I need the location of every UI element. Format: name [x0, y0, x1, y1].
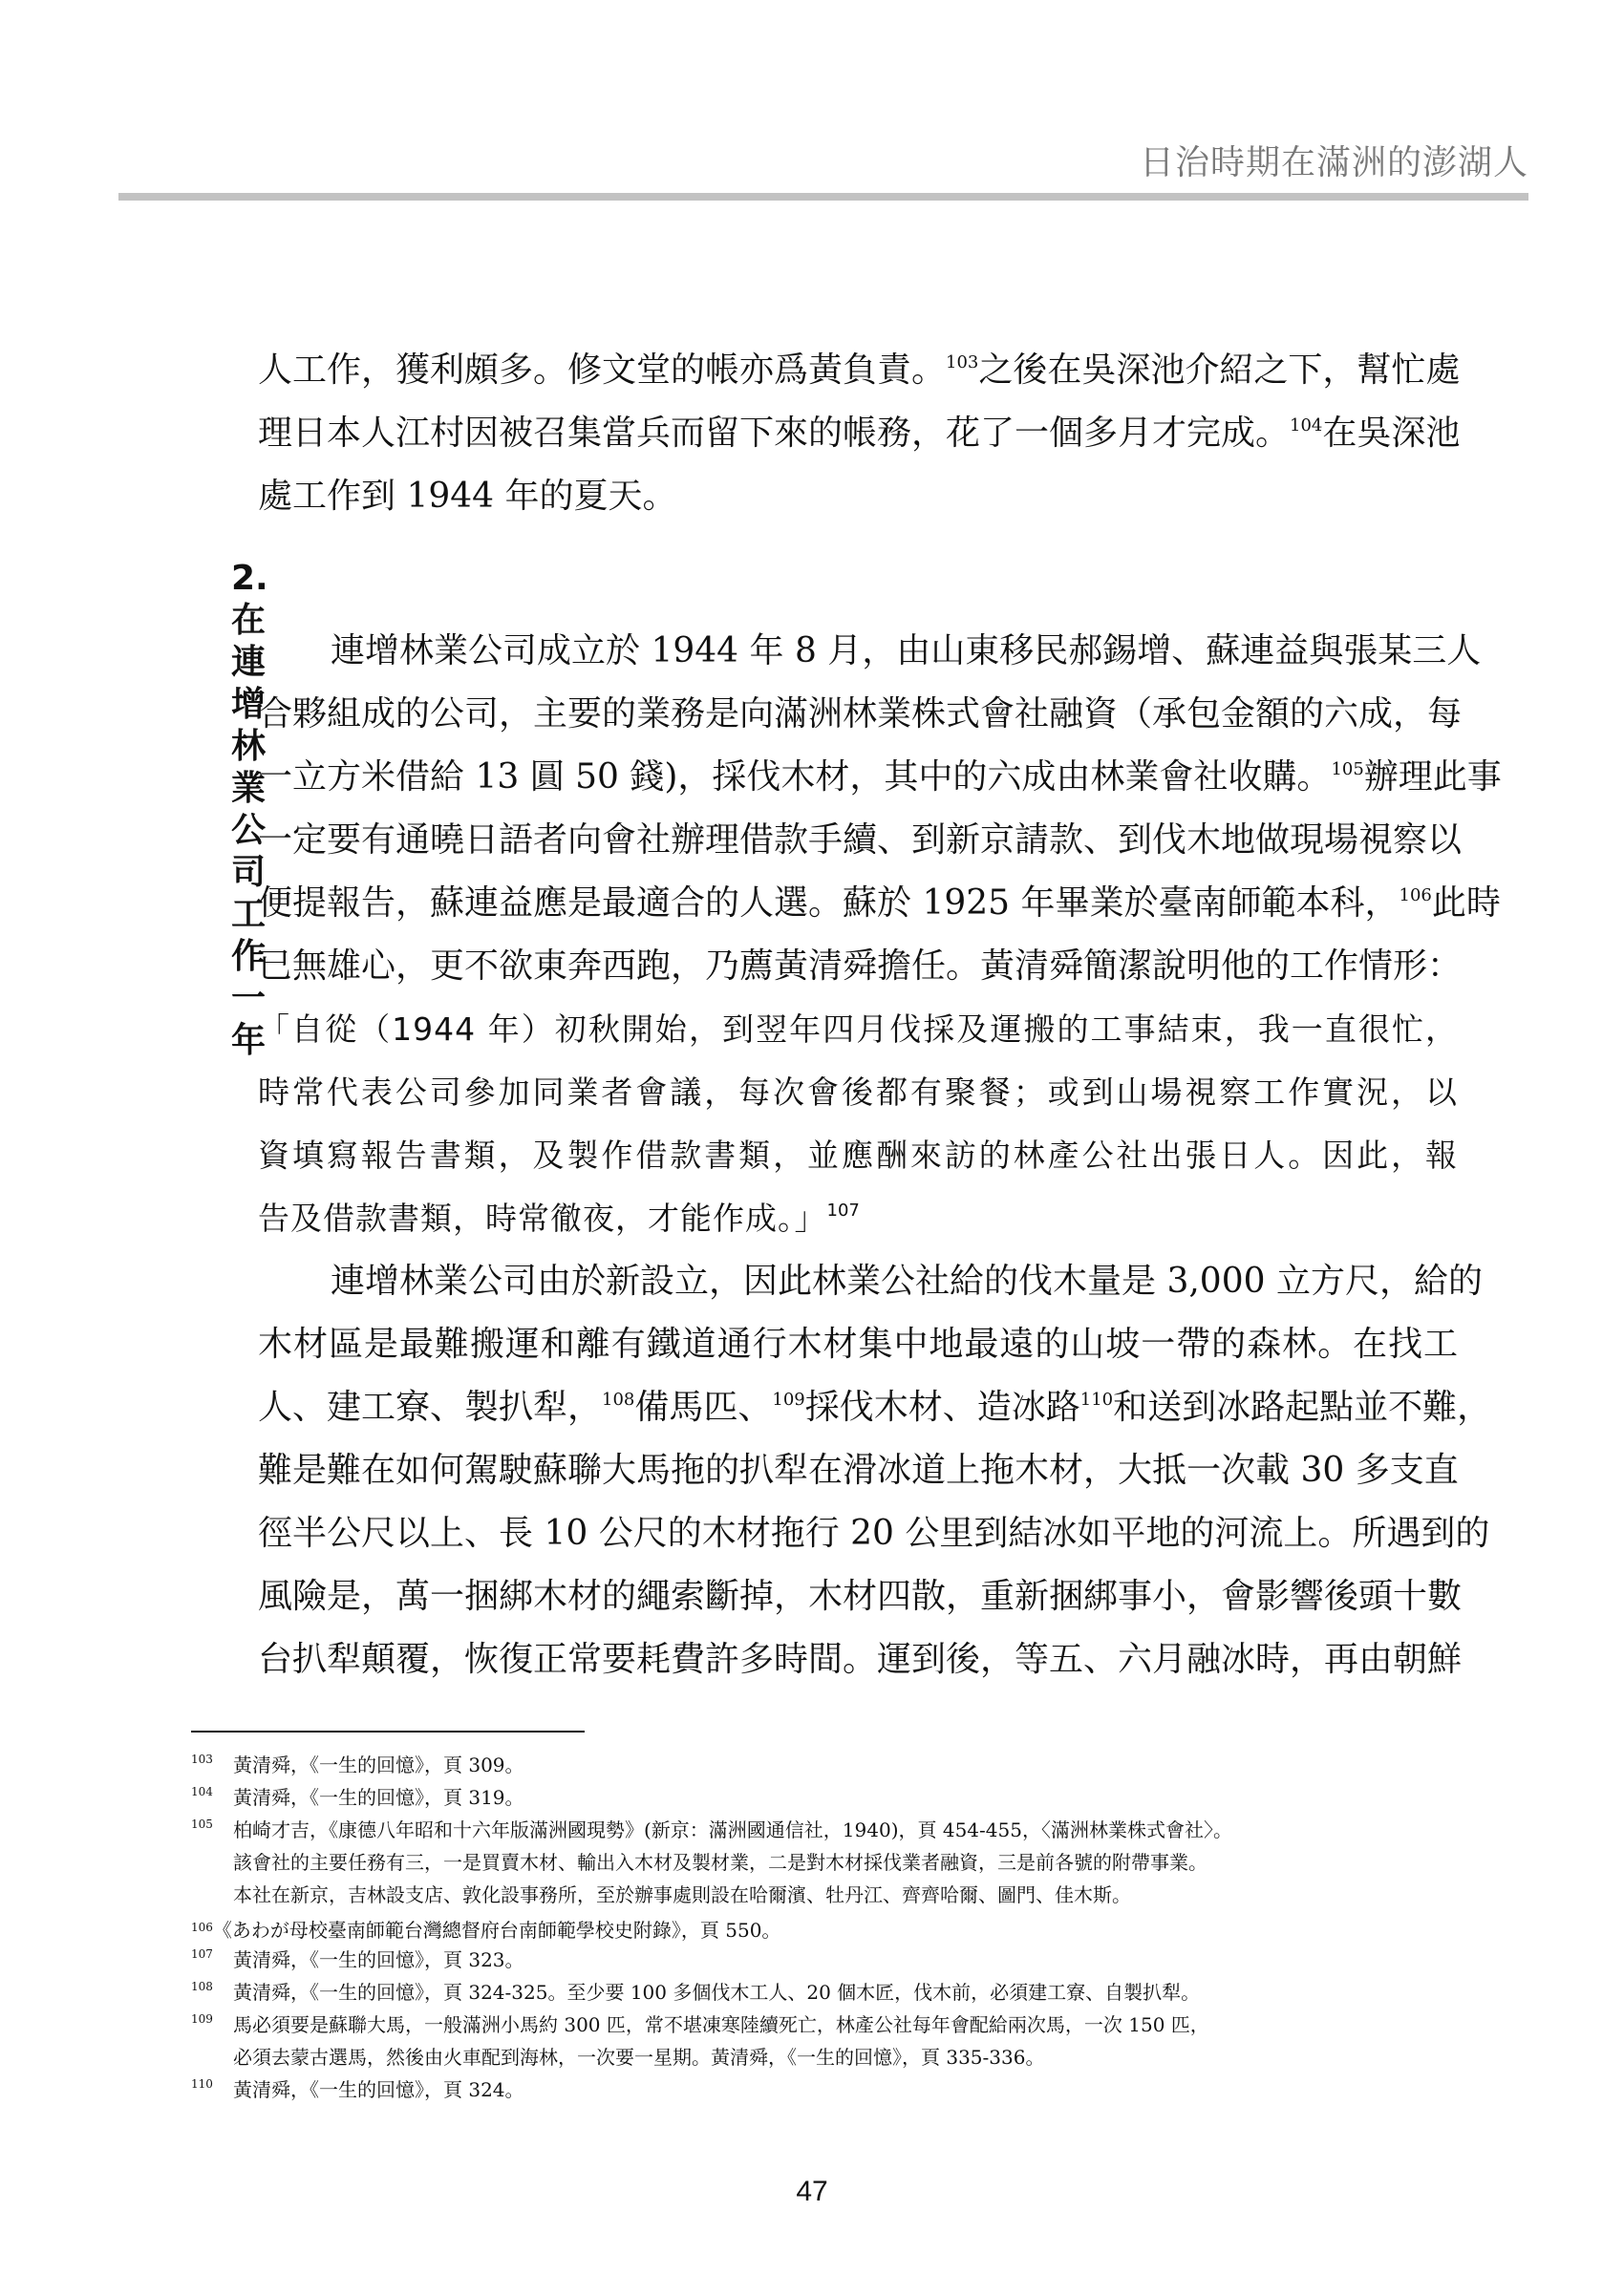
text-run: 便提報告，蘇連益應是最適合的人選。蘇於 1925 年畢業於臺南師範本科，: [258, 883, 1400, 923]
footnote-106: [191, 1914, 780, 1944]
footnote-number: 104: [191, 1785, 213, 1798]
text-run: 採伐木材、造冰路: [804, 1388, 1080, 1427]
body-line: [258, 756, 1502, 798]
footnote-text: 黃清舜，《一生的回憶》，頁 309。: [233, 1754, 524, 1776]
body-line: 合夥組成的公司，主要的業務是向滿洲林業株式會社融資（承包金額的六成，每: [258, 694, 1463, 733]
footnote-text: 馬必須要是蘇聯大馬，一般滿洲小馬約 300 匹，常不堪凍寒陸續死亡，林產公社每年會配給兩次馬，一次 150 匹，: [233, 2013, 1209, 2036]
footnote-text: 黃清舜，《一生的回憶》，頁 324。: [233, 2078, 524, 2101]
footnote-text: 黃清舜，《一生的回憶》，頁 319。: [233, 1786, 524, 1809]
footnote-text: 《あわが母校臺南師範台灣總督府台南師範學校史附錄》，頁 550。: [212, 1919, 781, 1942]
footnote-text: 柏崎才吉，《康德八年昭和十六年版滿洲國現勢》(新京：滿洲國通信社，1940)，頁 454-455，〈滿洲林業株式會社〉。: [233, 1818, 1232, 1841]
section-heading: 2. 在連增林業公司工作一年: [231, 559, 268, 1060]
text-run: 人、建工寮、製扒犁，: [258, 1388, 603, 1427]
footnote-ref[interactable]: 107: [826, 1201, 860, 1221]
quote-line: 「自從（1944 年）初秋開始，到翌年四月伐採及運搬的工事結束，我一直很忙，: [258, 1010, 1458, 1048]
text-run: 人工作，獲利頗多。修文堂的帳亦爲黃負責。: [258, 351, 947, 390]
body-line: 風險是，萬一捆綁木材的繩索斷掉，木材四散，重新捆綁事小，會影響後頭十數: [258, 1577, 1463, 1616]
text-run: 和送到冰路起點並不難，: [1113, 1388, 1492, 1427]
body-line: [258, 350, 1461, 392]
footnote-number: 103: [191, 1753, 213, 1766]
quote-line: 時常代表公司參加同業者會議，每次會後都有聚餐；或到山場視察工作實況，以: [258, 1074, 1458, 1111]
footnote-number: 108: [191, 1980, 213, 1993]
footnote-number: 107: [191, 1947, 213, 1961]
header-rule: [118, 193, 1528, 201]
footnote-rule: [191, 1731, 585, 1733]
text-run: 告及借款書類，時常徹夜，才能作成。」: [258, 1200, 827, 1237]
footnote-ref[interactable]: 110: [1079, 1390, 1114, 1410]
body-line: [258, 413, 1461, 455]
body-line: 台扒犁顛覆，恢復正常要耗費許多時間。運到後，等五、六月融冰時，再由朝鮮: [258, 1640, 1463, 1679]
footnote-text: 黃清舜，《一生的回憶》，頁 324-325。至少要 100 多個伐木工人、20 個木匠，伐木前，必須建工寮、自製扒犁。: [233, 1981, 1201, 2004]
footnote-number: 106: [191, 1921, 213, 1934]
quote-line: [258, 1198, 860, 1240]
text-run: 一立方米借給 13 圓 50 錢)，採伐木材，其中的六成由林業會社收購。: [258, 757, 1332, 797]
footnote-ref[interactable]: 104: [1290, 415, 1323, 436]
footnote-109-continuation: 必須去蒙古選馬，然後由火車配到海林，一次要一星期。黃清舜，《一生的回憶》，頁 335-336。: [233, 2046, 1045, 2069]
text-run: 理日本人江村因被召集當兵而留下來的帳務，花了一個多月才完成。: [258, 414, 1291, 453]
text-run: 此時: [1431, 883, 1501, 923]
footnote-ref[interactable]: 106: [1399, 885, 1432, 905]
text-run: 辦理此事: [1363, 757, 1502, 797]
footnote-105-continuation: 本社在新京，吉林設支店、敦化設事務所，至於辦事處則設在哈爾濱、牡丹江、齊齊哈爾、圖門、佳木斯。: [233, 1883, 1131, 1906]
body-line: 徑半公尺以上、長 10 公尺的木材拖行 20 公里到結冰如平地的河流上。所遇到的: [258, 1514, 1490, 1553]
footnote-ref[interactable]: 105: [1331, 759, 1364, 779]
body-line: 已無雄心，更不欲東奔西跑，乃薦黃清舜擔任。黃清舜簡潔說明他的工作情形：: [258, 946, 1463, 986]
footnote-number: 109: [191, 2012, 213, 2026]
footnote-ref[interactable]: 108: [602, 1390, 635, 1410]
body-line: [258, 882, 1501, 925]
page-number: 47: [796, 2176, 828, 2207]
footnote-105-continuation: 該會社的主要任務有三，一是買賣木材、輸出入木材及製材業，二是對木材採伐業者融資，三是前各號的附帶事業。: [233, 1851, 1207, 1874]
body-line: 一定要有通曉日語者向會社辦理借款手續、到新京請款、到伐木地做現場視察以: [258, 820, 1463, 860]
footnote-ref[interactable]: 109: [772, 1390, 805, 1410]
body-line: 連增林業公司由於新設立，因此林業公社給的伐木量是 3,000 立方尺，給的: [331, 1262, 1483, 1301]
text-run: 在吳深池: [1322, 414, 1461, 453]
text-run: 之後在吳深池介紹之下，幫忙處: [978, 351, 1461, 390]
footnote-ref[interactable]: 103: [946, 352, 979, 372]
body-line: 難是難在如何駕駛蘇聯大馬拖的扒犁在滑冰道上拖木材，大抵一次載 30 多支直: [258, 1451, 1459, 1490]
body-line: 連增林業公司成立於 1944 年 8 月，由山東移民郝錫增、蘇連益與張某三人: [331, 631, 1482, 670]
footnote-text: 黃清舜，《一生的回憶》，頁 323。: [233, 1948, 524, 1971]
body-line: 處工作到 1944 年的夏天。: [258, 477, 677, 516]
running-header-title: 日治時期在滿洲的澎湖人: [1139, 142, 1528, 181]
body-line: [258, 1387, 1492, 1429]
footnote-number: 105: [191, 1818, 213, 1831]
body-line: 木材區是最難搬運和離有鐵道通行木材集中地最遠的山坡一帶的森林。在找工: [258, 1325, 1458, 1364]
text-run: 備馬匹、: [634, 1388, 773, 1427]
footnote-number: 110: [191, 2077, 213, 2091]
quote-line: 資填寫報告書類，及製作借款書類，並應酬來訪的林產公社出張日人。因此，報: [258, 1137, 1458, 1174]
